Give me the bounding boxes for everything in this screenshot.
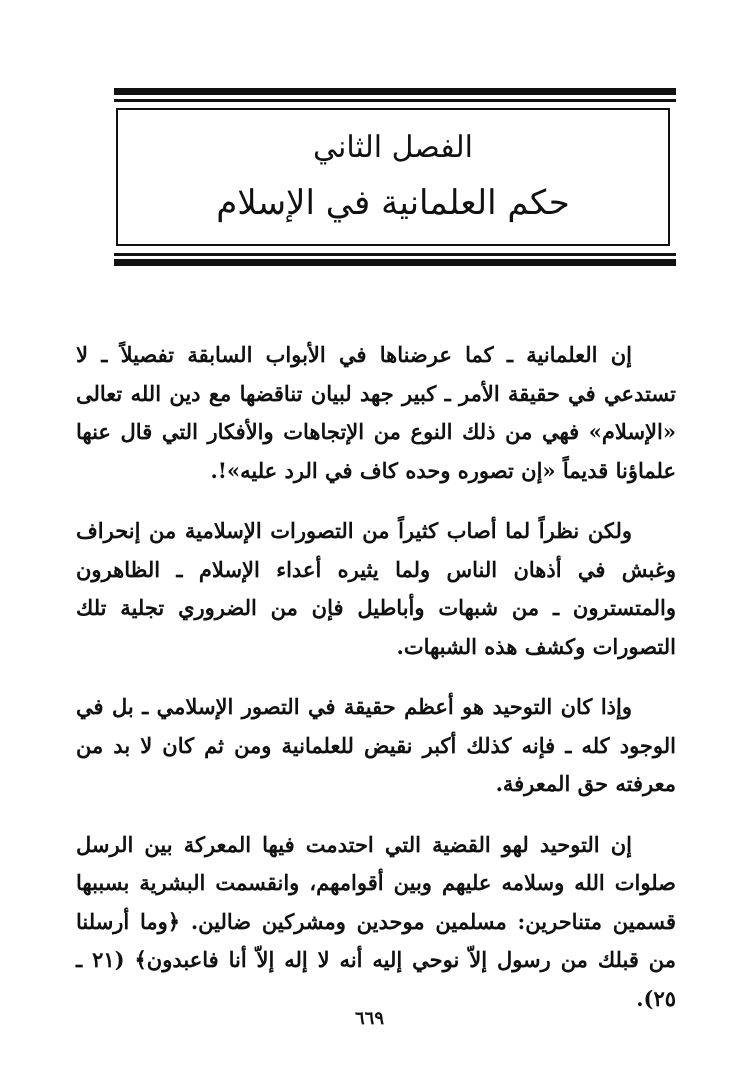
paragraph-1: إن العلمانية ـ كما عرضناها في الأبواب السابقة تفصيلاً ـ لا تستدعي في حقيقة الأمر ـ كبير جهد لبيان تناقضها مع دين الله تعالى «الإسلام» فهي من ذلك النوع من الإتجاهات والأفكار التي قال عنها علماؤنا قديماً «إن تصوره وحده كاف في الرد عليه»!. [76, 342, 676, 483]
body-text [76, 336, 676, 1040]
header-rule-bottom-thin [114, 253, 676, 256]
page-number: ٦٦٩ [354, 1008, 384, 1029]
paragraph-2: ولكن نظراً لما أصاب كثيراً من التصورات الإسلامية من إنحراف وغبش في أذهان الناس ولما يثيره أعداء الإسلام ـ الظاهرون والمتسترون ـ من شبهات وأباطيل فإن من الضروري تجلية تلك التصورات وكشف هذه الشبهات. [76, 518, 676, 659]
paragraph-4: إن التوحيد لهو القضية التي احتدمت فيها المعركة بين الرسل صلوات الله وسلامه عليهم وبين أقوامهم، وانقسمت البشرية بسببها قسمين متناحرين: مسلمين موحدين ومشركين ضالين. ﴿وما أرسلنا من قبلك من رسول إلاّ نوحي إليه أنه لا إله إلاّ أنا فاعبدون﴾ (٢١ ـ ٢٥). [76, 831, 676, 1011]
chapter-label: الفصل الثاني [313, 130, 473, 165]
paragraph-3: وإذا كان التوحيد هو أعظم حقيقة في التصور الإسلامي ـ بل في الوجود كله ـ فإنه كذلك أكبر نقيض للعلمانية ومن ثم كان لا بد من معرفته حق المعرفة. [76, 694, 676, 796]
chapter-header-box [116, 108, 670, 246]
header-rule-bottom-thick [114, 259, 676, 266]
header-rule-top-thick [114, 88, 676, 95]
chapter-title: حكم العلمانية في الإسلام [216, 183, 570, 223]
header-rule-top-thin [114, 99, 676, 102]
